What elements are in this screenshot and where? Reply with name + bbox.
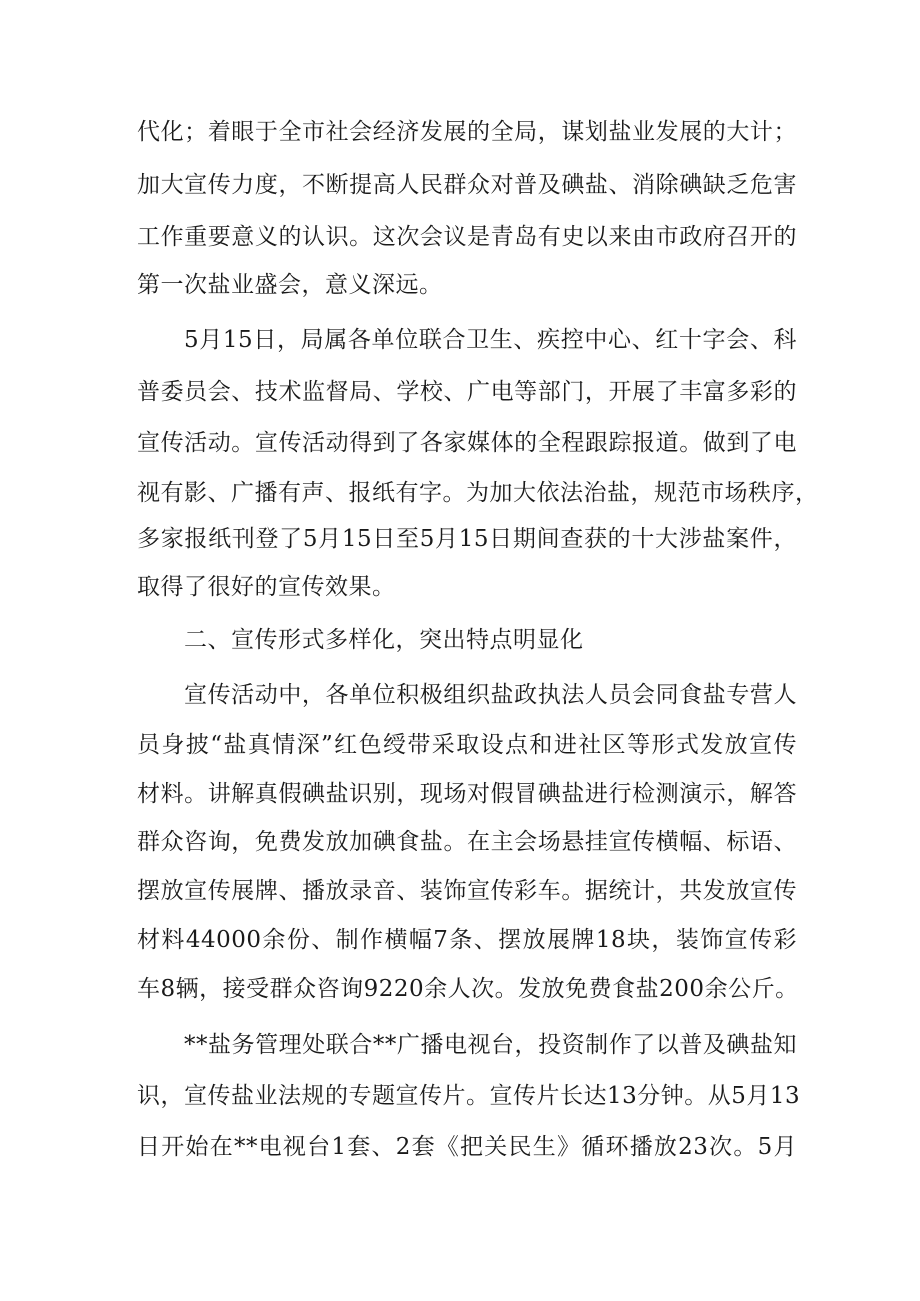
p2-line-5: 多家报纸刊登了5月15日至5月15日期间查获的十大涉盐案件， [137, 526, 797, 552]
p4-line-1: **盐务管理处联合**广播电视台，投资制作了以普及碘盐知 [184, 1032, 797, 1058]
p3-line-7: 车8辆，接受群众咨询9220余人次。发放免费食盐200余公斤。 [137, 976, 799, 1002]
p3-line-2: 员身披“盐真情深”红色绶带采取设点和进社区等形式发放宣传 [137, 732, 797, 758]
p3-line-3: 材料。讲解真假碘盐识别，现场对假冒碘盐进行检测演示，解答 [137, 781, 797, 807]
p3-line-6: 材料44000余份、制作横幅7条、摆放展牌18块，装饰宣传彩 [137, 927, 797, 953]
p3-line-1: 宣传活动中，各单位积极组织盐政执法人员会同食盐专营人 [184, 682, 797, 708]
p4-line-2: 识，宣传盐业法规的专题宣传片。宣传片长达13分钟。从5月13 [137, 1083, 801, 1109]
p2-line-3: 宣传活动。宣传活动得到了各家媒体的全程跟踪报道。做到了电 [137, 430, 797, 456]
p3-line-5: 摆放宣传展牌、播放录音、装饰宣传彩车。据统计，共发放宣传 [137, 878, 797, 904]
p2-line-2: 普委员会、技术监督局、学校、广电等部门，开展了丰富多彩的 [137, 379, 797, 405]
p1-line-3: 工作重要意义的认识。这次会议是青岛有史以来由市政府召开的 [137, 224, 797, 250]
p1-line-2: 加大宣传力度，不断提高人民群众对普及碘盐、消除碘缺乏危害 [137, 172, 797, 198]
section-heading: 二、宣传形式多样化，突出特点明显化 [184, 627, 584, 653]
p2-line-1: 5月15日，局属各单位联合卫生、疾控中心、红十字会、科 [184, 327, 797, 353]
p1-line-1: 代化；着眼于全市社会经济发展的全局，谋划盐业发展的大计； [137, 119, 797, 145]
p4-line-3: 日开始在**电视台1套、2套《把关民生》循环播放23次。5月 [137, 1134, 797, 1160]
p2-line-4: 视有影、广播有声、报纸有字。为加大依法治盐，规范市场秩序， [137, 480, 819, 506]
p1-line-4: 第一次盐业盛会，意义深远。 [137, 272, 443, 298]
p3-line-4: 群众咨询，免费发放加碘食盐。在主会场悬挂宣传横幅、标语、 [137, 829, 797, 855]
p2-line-6: 取得了很好的宣传效果。 [137, 574, 396, 600]
